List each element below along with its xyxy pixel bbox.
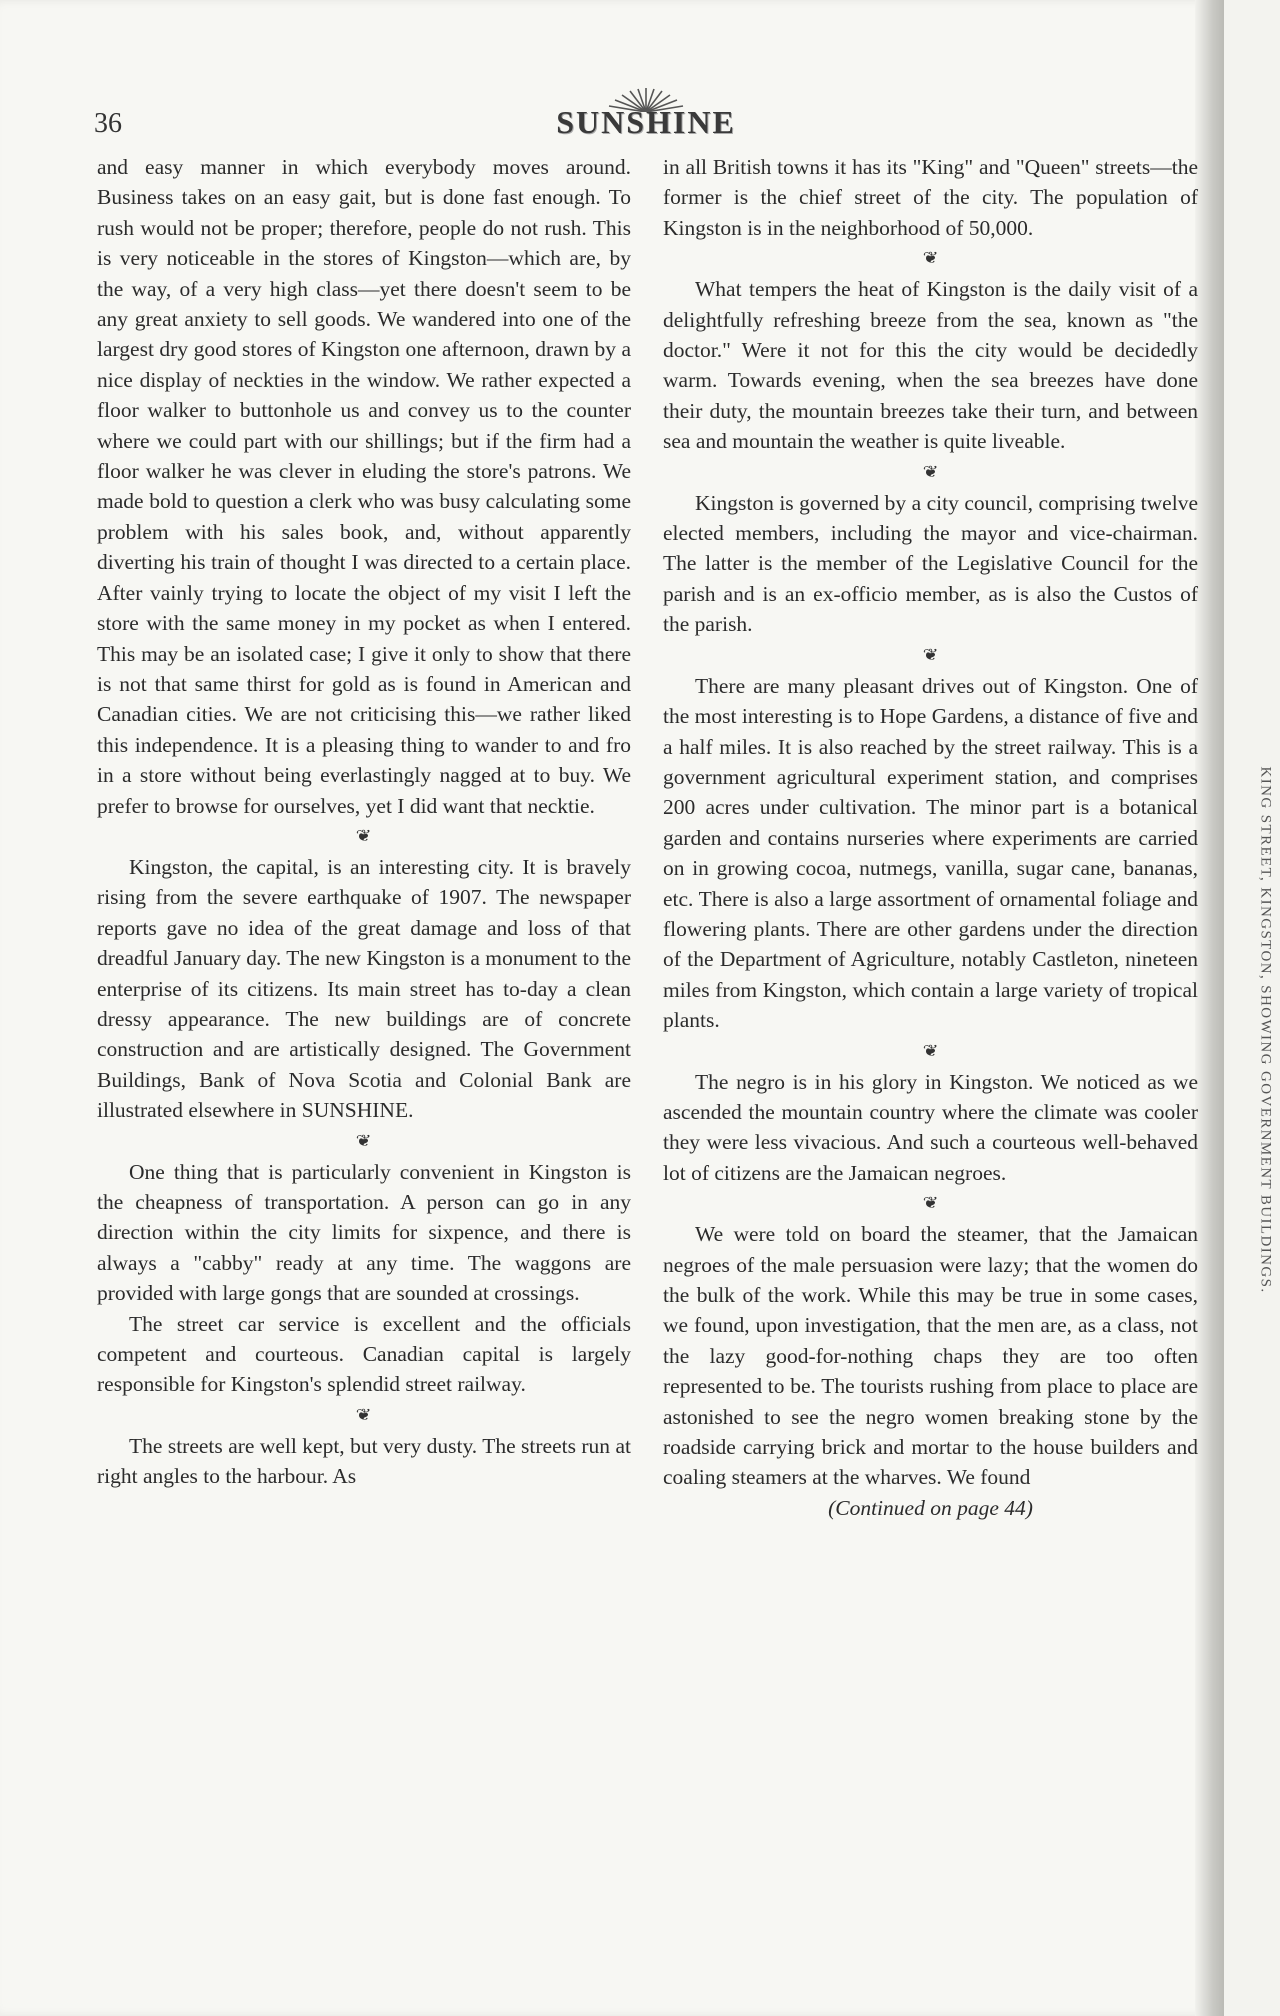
photo-caption-vertical (1251, 210, 1279, 1850)
paragraph: Kingston, the capital, is an interesting city. It is bravely rising from the severe earthquake of 1907. The newspaper reports gave no idea of the great damage and loss of that dreadful January day. The new Kingston is a monument to the enterprise of its citizens. Its main street has to-day a clean dressy appearance. The new buildings are of concrete construction and are artistically designed. The Government Buildings, Bank of Nova Scotia and Colonial Bank are illustrated elsewhere in SUNSHINE. (97, 854, 631, 1123)
separator-ornament-icon: ❦ (355, 827, 373, 845)
separator-ornament-icon: ❦ (922, 250, 939, 268)
paragraph: The streets are well kept, but very dusty. The streets run at right angles to the harbour. As (97, 1433, 631, 1489)
paragraph: The negro is in his glory in Kingston. We noticed as we ascended the mountain country where the climate was cooler they were less vivacious. And such a courteous well-behaved lot of citizens are the Jamaican negroes. (663, 1069, 1198, 1185)
separator-ornament-icon: ❦ (355, 1132, 373, 1150)
masthead-title: SUNSHINE (556, 104, 736, 140)
separator-ornament-icon: ❦ (355, 1406, 373, 1424)
paragraph: and easy manner in which everybody moves around. Business takes on an easy gait, but is done fast enough. To rush would not be proper; therefore, people do not rush. This is very noticeable in the stores of Kingston—which are, by the way, of a very high class—yet there doesn't seem to be any great anxiety to sell goods. We wandered into one of the largest dry good stores of Kingston one afternoon, drawn by a nice display of neckties in the window. We rather expected a floor walker to buttonhole us and convey us to the counter where we could part with our shillings; but if the firm had a floor walker he was clever in eluding the store's patrons. We made bold to question a clerk who was busy calculating some problem with his sales book, and, without apparently diverting his train of thought I was directed to a certain place. After vainly trying to locate the object of my visit I left the store with the same money in my pocket as when I entered. This may be an isolated case; I give it only to show that there is not that same thirst for gold as is found in American and Canadian cities. We are not criticising this—we rather liked this independence. It is a pleasing thing to wander to and fro in a store without being everlastingly nagged at to buy. We prefer to browse for ourselves, yet I did want that necktie. (97, 155, 631, 818)
separator-ornament-icon: ❦ (922, 1195, 939, 1213)
masthead (556, 80, 736, 140)
right-column (663, 152, 1198, 1523)
paragraph: Kingston is governed by a city council, comprising twelve elected members, including the mayor and vice-chairman. The latter is the member of the Legislative Council for the parish and is an ex-officio member, as is also the Custos of the parish. (663, 490, 1198, 637)
paragraph: There are many pleasant drives out of Kingston. One of the most interesting is to Hope Gardens, a distance of five and a half miles. It is also reached by the street railway. This is a government agricultural experiment station, and comprises 200 acres under cultivation. The minor part is a botanical garden and contains nurseries where experiments are carried on in growing cocoa, nutmegs, vanilla, sugar cane, bananas, etc. There is also a large assortment of ornamental foliage and flowering plants. There are other gardens under the direction of the Department of Agriculture, notably Castleton, nineteen miles from Kingston, which contain a large variety of tropical plants. (663, 673, 1198, 1033)
separator-ornament-icon: ❦ (922, 463, 939, 481)
continued-note: (Continued on page 44) (828, 1495, 1033, 1520)
page-number: 36 (94, 108, 122, 139)
left-column (97, 152, 631, 1492)
paragraph: We were told on board the steamer, that the Jamaican negroes of the male persuasion were lazy; that the women do the bulk of the work. While this may be true in some cases, we found, upon investigation, that the men are, as a class, not the lazy good-for-nothing chaps they are too often represented to be. The tourists rushing from place to place are astonished to see the negro women breaking stone by the roadside carrying brick and mortar to the house builders and coaling steamers at the wharves. We found (663, 1222, 1198, 1490)
separator-ornament-icon: ❦ (922, 646, 939, 664)
photo-caption-text: KING STREET, KINGSTON, SHOWING GOVERNMENT BUILDINGS. (1257, 766, 1274, 1294)
page-edge-shadow (1195, 0, 1225, 2016)
separator-ornament-icon: ❦ (922, 1042, 939, 1060)
paragraph: in all British towns it has its "King" and "Queen" streets—the former is the chief street of the city. The population of Kingston is in the neighborhood of 50,000. (663, 155, 1198, 240)
paragraph: One thing that is particularly convenient in Kingston is the cheapness of transportation. A person can go in any direction within the city limits for sixpence, and there is always a "cabby" ready at any time. The waggons are provided with large gongs that are sounded at crossings. (97, 1159, 631, 1306)
paragraph: The street car service is excellent and the officials competent and courteous. Canadian capital is largely responsible for Kingston's splendid street railway. (97, 1311, 631, 1397)
paragraph: What tempers the heat of Kingston is the daily visit of a delightfully refreshing breeze from the sea, known as "the doctor." Were it not for this the city would be decidedly warm. Towards evening, when the sea breezes have done their duty, the mountain breezes take their turn, and between sea and mountain the weather is quite liveable. (663, 277, 1198, 454)
